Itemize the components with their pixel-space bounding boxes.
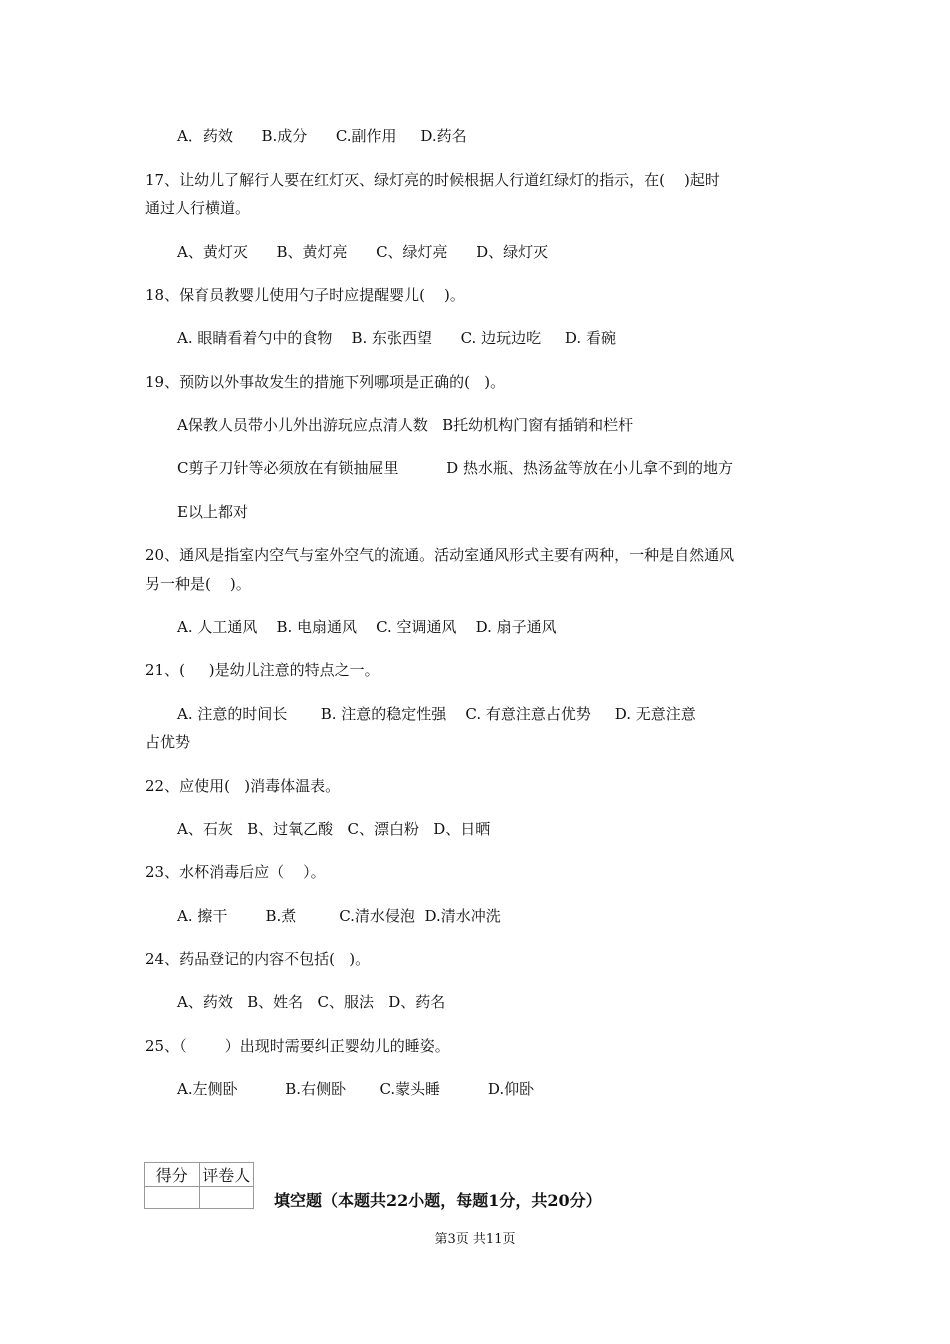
q17-stem-cont: 通过人行横道。 — [145, 199, 251, 217]
q25-options: A.左侧卧 B.右侧卧 C.蒙头睡 D.仰卧 — [177, 1080, 535, 1098]
q22-stem: 22、应使用( )消毒体温表。 — [145, 777, 341, 795]
page-footer: 第3页 共11页 — [434, 1232, 516, 1247]
q16-options: A．药效 B.成分 C.副作用 D.药名 — [177, 127, 467, 145]
q20-stem: 20、通风是指室内空气与室外空气的流通。活动室通风形式主要有两种，一种是自然通风 — [145, 546, 735, 564]
q19-options-ab: A保教人员带小儿外出游玩应点清人数 B托幼机构门窗有插销和栏杆 — [177, 416, 634, 434]
grader-cell — [199, 1187, 254, 1209]
q24-stem: 24、药品登记的内容不包括( )。 — [145, 950, 371, 968]
q24-options: A、药效 B、姓名 C、服法 D、药名 — [177, 993, 446, 1011]
q20-stem-cont: 另一种是( )。 — [145, 575, 251, 593]
q22-options: A、石灰 B、过氧乙酸 C、漂白粉 D、日晒 — [177, 820, 491, 838]
q19-stem: 19、预防以外事故发生的措施下列哪项是正确的( )。 — [145, 373, 506, 391]
q25-stem: 25、（ ）出现时需要纠正婴幼儿的睡姿。 — [145, 1037, 450, 1055]
score-header: 得分 — [145, 1163, 200, 1187]
q17-options: A、黄灯灭 B、黄灯亮 C、绿灯亮 D、绿灯灭 — [177, 243, 549, 261]
q21-options: A. 注意的时间长 B. 注意的稳定性强 C. 有意注意占优势 D. 无意注意 — [177, 705, 696, 723]
q18-stem: 18、保育员教婴儿使用勺子时应提醒婴儿( )。 — [145, 286, 465, 304]
score-cell — [145, 1187, 200, 1209]
q18-options: A. 眼睛看着勺中的食物 B. 东张西望 C. 边玩边吃 D. 看碗 — [177, 329, 616, 347]
grader-header: 评卷人 — [199, 1163, 254, 1187]
q19-option-e: E以上都对 — [177, 503, 248, 521]
q21-stem: 21、( )是幼儿注意的特点之一。 — [145, 661, 380, 679]
q20-options: A. 人工通风 B. 电扇通风 C. 空调通风 D. 扇子通风 — [177, 618, 557, 636]
score-table — [144, 1162, 254, 1209]
q19-options-cd: C剪子刀针等必须放在有锁抽屉里 D 热水瓶、热汤盆等放在小儿拿不到的地方 — [177, 459, 733, 477]
q21-options-cont: 占优势 — [145, 733, 191, 751]
q23-options: A. 擦干 B.煮 C.清水侵泡 D.清水冲洗 — [177, 907, 501, 925]
q17-stem: 17、让幼儿了解行人要在红灯灭、绿灯亮的时候根据人行道红绿灯的指示，在( )起时 — [145, 171, 720, 189]
q23-stem: 23、水杯消毒后应（ ）。 — [145, 863, 326, 881]
section-title: 填空题（本题共22小题，每题1分，共20分） — [274, 1191, 602, 1210]
